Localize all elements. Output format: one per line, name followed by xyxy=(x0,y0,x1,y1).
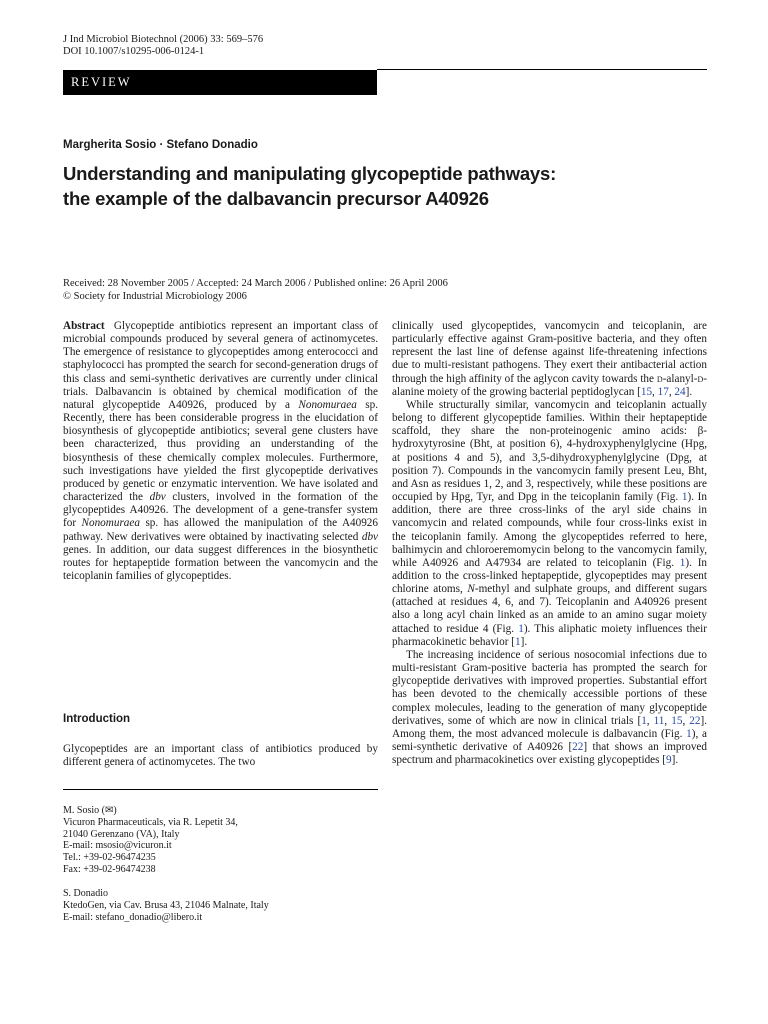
introduction-paragraph: Glycopeptides are an important class of antibiotics produced by different genera of actinomycetes. The two xyxy=(63,743,378,769)
header-rule xyxy=(377,69,707,70)
contact-email: E-mail: msosio@vicuron.it xyxy=(63,840,172,852)
body-text: ), a semi-synthetic derivative of A40926 [ xyxy=(392,727,707,753)
contact-name: M. Sosio (✉) xyxy=(63,805,117,816)
body-italic: N xyxy=(467,583,475,596)
abstract-text: sp. has allowed the manipulation of the A40926 pathway. New derivatives were obtained by inactivating selected xyxy=(63,517,378,543)
contact-line: KtedoGen, via Cav. Brusa 43, 21046 Malnate, Italy xyxy=(63,899,269,911)
publication-dates xyxy=(63,278,448,303)
figure-link[interactable]: 1 xyxy=(686,727,692,740)
citation-link[interactable]: 15 xyxy=(640,385,653,398)
introduction-heading: Introduction xyxy=(63,713,131,725)
body-paragraph: While structurally similar, vancomycin and teicoplanin actually belong to different glycopeptide families. Within their heptapeptide scaffold, they share the non-proteinogenic amino acids: β-hydroxytyrosine (Bht, at position 6), 4-hydroxyphenylglycine (Hpg, at positions 4 and 5), and 3,5-dihydroxyphenylglycine (Dpg, at position 7). Compounds in the vancomycin family present Leu, Bht, and Asn as residues 1, 2, and 3, respectively, while these positions are occupied by Hpg, Tyr, and Dpg in the teicoplanin family (Fig. 1). In addition, there are three cross-links of the aryl side chains in vancomycin and related compounds, while four cross-links exist in the teicoplanin family. Among the glycopeptides referred to here, balhimycin and chloroeremomycin belong to the vancomycin family, while A40926 and A47934 are related to teicoplanin (Fig. 1). In addition to the cross-linked heptapeptide, glycopeptides may present chlorine atoms, N-methyl and sulphate groups, and different sugars (attached at residues 4, 6, and 7). Teicoplanin and A40926 present also a long acyl chain linked as an amide to an amino sugar moiety attached to residue 4 (Fig. 1). This aliphatic moiety influences their pharmacokinetic behavior [1]. xyxy=(392,398,708,648)
journal-header xyxy=(63,34,263,58)
body-text: ). This aliphatic moiety influences their pharmacokinetic behavior [ xyxy=(392,622,707,648)
abstract-paragraph xyxy=(63,320,378,583)
section-banner: REVIEW xyxy=(63,70,377,95)
contact-email: E-mail: stefano_donadio@libero.it xyxy=(63,911,203,923)
abstract-italic: dbv xyxy=(361,530,378,543)
body-text: ]. xyxy=(671,754,679,767)
citation-link[interactable]: 15 xyxy=(671,714,683,727)
contact-sosio xyxy=(63,805,238,876)
authors: Margherita Sosio · Stefano Donadio xyxy=(63,139,258,151)
body-text: ). In addition, there are three cross-links of the aryl side chains in vancomycin and related compounds, while four cross-links exist in the teicoplanin family. Among the glycopeptides referred to here, balhimycin and chloroeremomycin belong to the vancomycin family, while A40926 and A47934 are related to teicoplanin (Fig. xyxy=(392,491,707,569)
abstract-block xyxy=(63,320,378,583)
article-title xyxy=(63,161,723,211)
citation-link[interactable]: 1 xyxy=(515,635,521,648)
abstract-text: clusters, involved in the formation of the glycopeptides A40926. The development of a gene-transfer system for xyxy=(63,491,378,530)
doi: DOI 10.1007/s10295-006-0124-1 xyxy=(63,46,205,57)
body-text: ]. Among them, the most advanced molecule is dalbavancin (Fig. xyxy=(392,714,707,740)
contact-phone: Tel.: +39-02-96474235 xyxy=(63,852,156,864)
contact-line: Vicuron Pharmaceuticals, via R. Lepetit 34, xyxy=(63,816,238,828)
abstract-label: Abstract xyxy=(63,320,105,332)
citation-link[interactable]: 9 xyxy=(666,754,672,767)
body-text: -alanyl- xyxy=(662,372,698,385)
figure-link[interactable]: 1 xyxy=(518,622,524,635)
small-caps: d xyxy=(656,372,663,385)
title-line-1: Understanding and manipulating glycopeptide pathways: xyxy=(63,163,557,184)
citation-link[interactable]: 24 xyxy=(674,385,686,398)
footnote-separator xyxy=(63,789,378,790)
citation-link[interactable]: 17 xyxy=(657,385,669,398)
body-text: ). In addition to the cross-linked heptapeptide, glycopeptides may present chlorine atoms, xyxy=(392,556,708,596)
contact-line: 21040 Gerenzano (VA), Italy xyxy=(63,828,180,840)
citation-link[interactable]: 22 xyxy=(572,741,584,753)
citation-link[interactable]: 22 xyxy=(689,714,701,727)
citation-link[interactable]: 1 xyxy=(641,714,647,727)
body-text: The increasing incidence of serious nosocomial infections due to multi-resistant Gram-positive bacteria has prompted the search for glycopeptide derivatives with improved properties. Substantial effort has been devoted to the chemically accessible portions of these complex molecules, leading to the generation of many glycopeptide derivatives, some of which are now in clinical trials [ xyxy=(392,648,707,727)
abstract-italic: Nonomuraea xyxy=(81,517,140,530)
journal-citation: J Ind Microbiol Biotechnol (2006) 33: 569–576 xyxy=(63,34,264,45)
small-caps: d xyxy=(697,372,704,385)
abstract-text: Glycopeptide antibiotics represent an important class of microbial compounds produced by several genera of actinomycetes. The emergence of resistance to glycopeptides among enterococci and staphylococci has prompted the search for second-generation drugs of this class and semi-synthetic derivatives are currently under clinical trials. Dalbavancin is obtained by chemical modification of the natural glycopeptide A40926, produced by a xyxy=(63,320,379,411)
body-paragraph: The increasing incidence of serious nosocomial infections due to multi-resistant Gram-positive bacteria has prompted the search for glycopeptide derivatives with improved properties. Substantial effort has been devoted to the chemically accessible portions of these complex molecules, leading to the generation of many glycopeptide derivatives, some of which are now in clinical trials [1, 11, 15, 22]. Among them, the most advanced molecule is dalbavancin (Fig. 1), a semi-synthetic derivative of A40926 [22] that shows an improved spectrum and pharmacokinetics over existing glycopeptides [9]. xyxy=(392,648,707,767)
body-text: While structurally similar, vancomycin and teicoplanin actually belong to different glycopeptide families. Within their heptapeptide scaffold, they share the non-proteinogenic amino acids: β-hydroxytyrosine (Bht, at position 6), 4-hydroxyphenylglycine (Hpg, at positions 4 and 5), and 3,5-dihydroxyphenylglycine (Dpg, at position 7). Compounds in the vancomycin family present Leu, Bht, and Asn as residues 1, 2, and 3, respectively, while these positions are occupied by Hpg, Tyr, and Dpg in the teicoplanin family (Fig. xyxy=(392,398,707,504)
body-column-right xyxy=(392,320,707,767)
citation-link[interactable]: 11 xyxy=(653,714,665,727)
abstract-text: genes. In addition, our data suggest differences in the biosynthetic routes for heptapeptide formation between the vancomycin and the teicoplanin families of glycopeptides. xyxy=(63,543,378,582)
title-line-2: the example of the dalbavancin precursor A40926 xyxy=(63,188,489,209)
body-text: -alanine moiety of the growing bacterial peptidoglycan [ xyxy=(392,372,707,398)
figure-link[interactable]: 1 xyxy=(679,556,686,569)
dates-line: Received: 28 November 2005 / Accepted: 24 March 2006 / Published online: 26 April 2006 xyxy=(63,278,448,289)
figure-link[interactable]: 1 xyxy=(681,491,688,504)
body-text: -methyl and sulphate groups, and different sugars (attached at residues 4, 6, and 7). Teicoplanin and A40926 present also a long acyl chain linked as an amide to an amino sugar moiety attached to residue 4 (Fig. xyxy=(392,583,707,635)
abstract-italic: Nonomuraea xyxy=(298,398,357,411)
abstract-italic: dbv xyxy=(149,491,166,504)
abstract-text: sp. Recently, there has been considerable progress in the elucidation of biosynthesis of glycopeptide antibiotics; several gene clusters have been characterized, thus providing an understanding of the biosynthesis of these chemically complex molecules. Furthermore, such investigations have yielded the first glycopeptide derivatives produced by genetic or enzymatic intervention. We have isolated and characterized the xyxy=(63,398,378,504)
body-text: ] that shows an improved spectrum and pharmacokinetics over existing glycopeptides [ xyxy=(392,741,707,767)
contact-donadio xyxy=(63,888,269,923)
body-paragraph: clinically used glycopeptides, vancomycin and teicoplanin, are particularly effective against Gram-positive bacteria, and they often represent the last line of defense against life-threatening infections due to multi-resistant pathogens. They exert their antibacterial action through the high affinity of the aglycon cavity towards the d-alanyl-d-alanine moiety of the growing bacterial peptidoglycan [15, 17, 24]. xyxy=(392,320,707,398)
contact-fax: Fax: +39-02-96474238 xyxy=(63,863,156,875)
body-text: clinically used glycopeptides, vancomycin and teicoplanin, are particularly effective against Gram-positive bacteria, and they often represent the last line of defense against life-threatening infections due to multi-resistant pathogens. They exert their antibacterial action through the high affinity of the aglycon cavity towards the xyxy=(392,320,707,385)
contact-name: S. Donadio xyxy=(63,888,108,899)
copyright-line: © Society for Industrial Microbiology 2006 xyxy=(63,290,247,302)
